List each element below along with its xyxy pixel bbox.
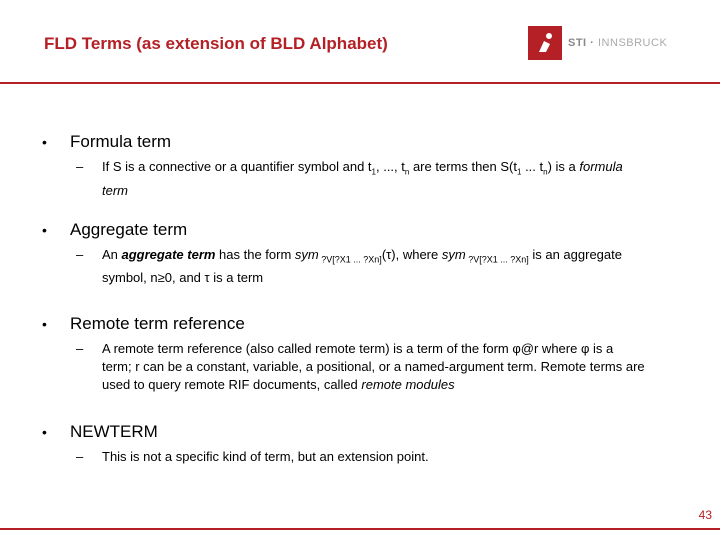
sub-dash: – xyxy=(76,341,84,356)
sti-innsbruck-logo xyxy=(528,26,678,60)
bullet-label: Formula term xyxy=(70,132,172,151)
bullet-dot: • xyxy=(42,222,47,238)
sub-text: An aggregate term has the form sym $_{?V[?X1 ... ?Xn]}$(τ), where sym $_{?V[?X1 ... ?Xn]}$ is an aggregate symbol, n≥0, and τ is a term xyxy=(102,247,622,285)
bullet-remote-term-reference xyxy=(42,314,245,334)
bullet-dot: • xyxy=(42,424,47,440)
logo-innsbruck-text: INNSBRUCK xyxy=(598,37,668,49)
bullet-dot: • xyxy=(42,316,47,332)
bullet-aggregate-term xyxy=(42,220,187,240)
sub-aggregate-term xyxy=(76,246,646,287)
footer-divider xyxy=(0,528,720,530)
sub-dash: – xyxy=(76,247,84,262)
sub-text: If S is a connective or a quantifier symbol and $t_1$, ..., $t_n$ are terms then $S(t_1$ ... $t_n$) is a formula term xyxy=(102,159,623,198)
bullet-dot: • xyxy=(42,134,47,150)
logo-sti-text: STI · xyxy=(568,37,595,49)
bullet-formula-term xyxy=(42,132,171,152)
sub-remote-term xyxy=(76,340,646,394)
header-divider xyxy=(0,82,720,84)
bullet-newterm xyxy=(42,422,158,442)
sub-formula-term xyxy=(76,158,646,200)
logo-mark-icon xyxy=(528,26,562,60)
sub-dash: – xyxy=(76,159,84,174)
sub-text: This is not a specific kind of term, but an extension point. xyxy=(102,449,429,464)
bullet-label: NEWTERM xyxy=(70,422,158,441)
sub-dash: – xyxy=(76,449,84,464)
bullet-label: Remote term reference xyxy=(70,314,245,333)
bullet-label: Aggregate term xyxy=(70,220,188,239)
sub-newterm xyxy=(76,448,646,466)
sub-text: A remote term reference (also called remote term) is a term of the form φ@r where φ is a term; r can be a constant, variable, a positional, or a named-argument term. Remote terms are used to query remote RIF documents, called remote modules xyxy=(102,341,645,392)
slide-title: FLD Terms (as extension of BLD Alphabet) xyxy=(44,34,388,53)
page-number: 43 xyxy=(698,508,712,522)
